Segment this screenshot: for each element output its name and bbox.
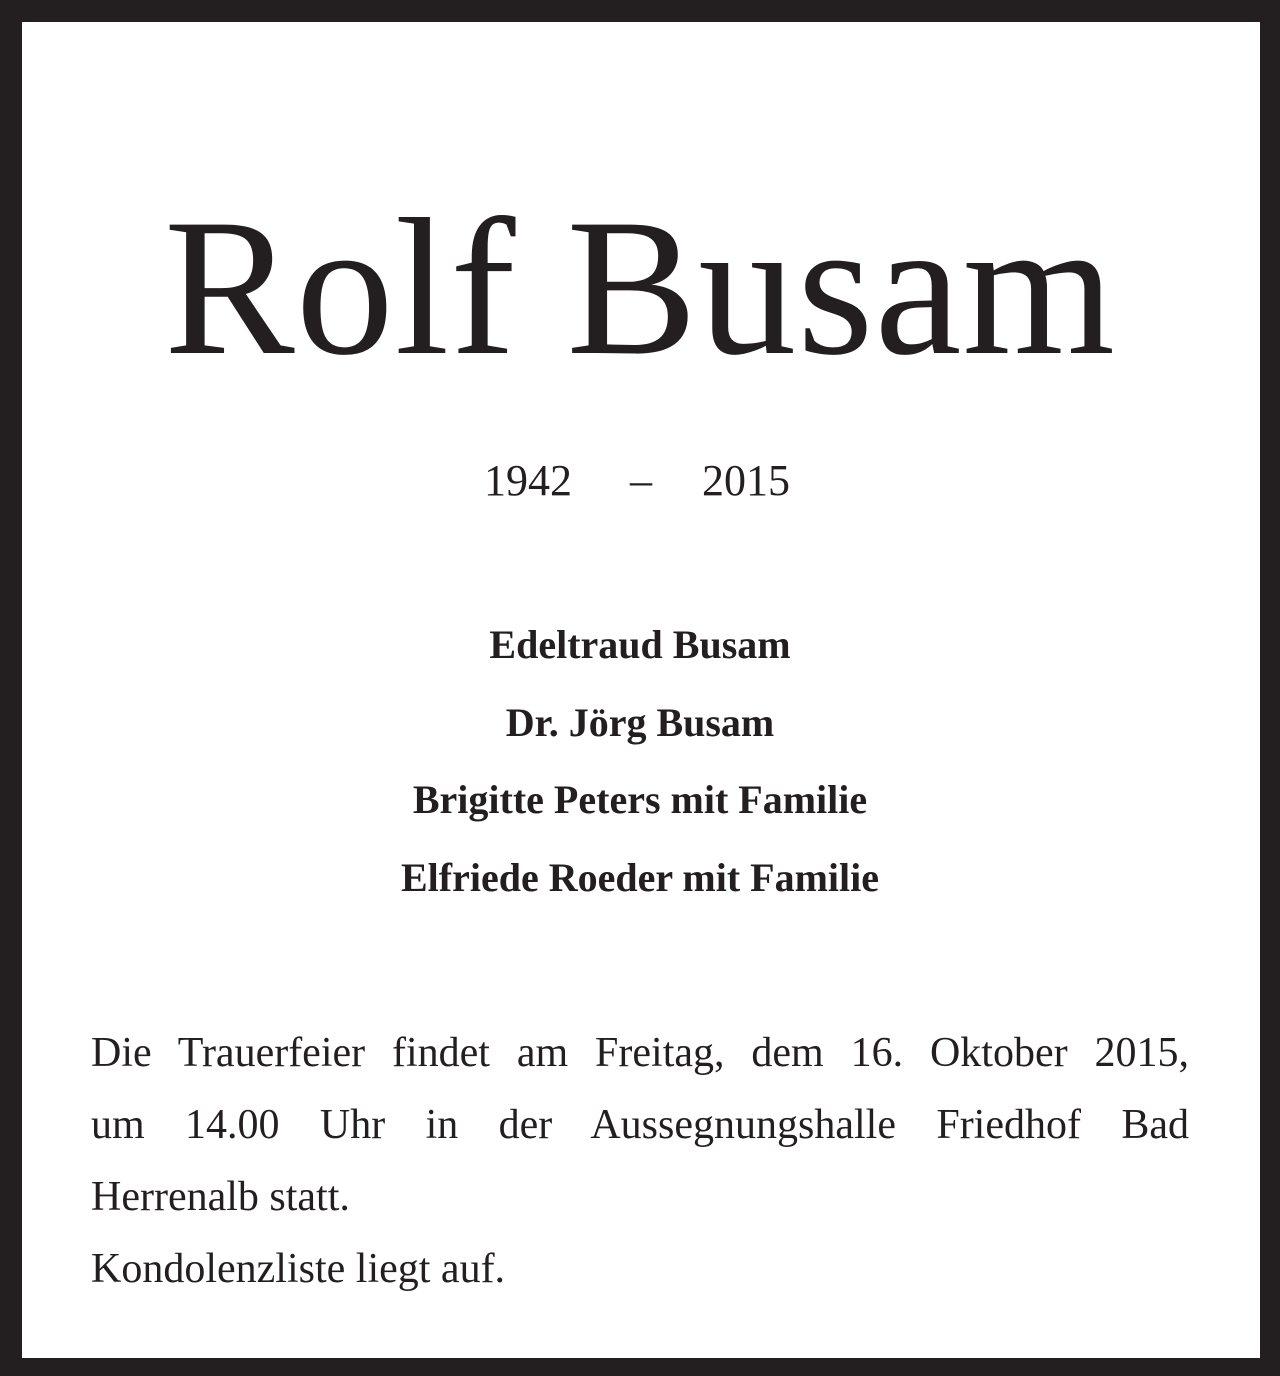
life-dates: [0, 455, 1280, 507]
service-text-line: [91, 1172, 1189, 1222]
mourner-name: Elfriede Roeder mit Familie: [400, 855, 879, 900]
condolence-note: [91, 1244, 1189, 1294]
service-text: Herrenalb statt.: [91, 1174, 350, 1220]
service-text: um 14.00 Uhr in der Aussegnungshalle Friedhof Bad: [91, 1102, 1189, 1148]
service-text-line: [91, 1100, 1189, 1150]
condolence-text: Kondolenzliste liegt auf.: [91, 1246, 506, 1292]
mourner-name: Brigitte Peters mit Familie: [412, 777, 868, 822]
service-text-line: [91, 1028, 1189, 1078]
service-text: Die Trauerfeier findet am Freitag, dem 16. Oktober 2015,: [91, 1030, 1189, 1076]
date-separator: –: [630, 456, 652, 505]
death-year: 2015: [702, 456, 790, 505]
deceased-name: Rolf Busam: [164, 179, 1116, 396]
mourner-name: Edeltraud Busam: [489, 622, 791, 667]
mourner-name: Dr. Jörg Busam: [505, 700, 775, 745]
birth-year: 1942: [484, 456, 572, 505]
